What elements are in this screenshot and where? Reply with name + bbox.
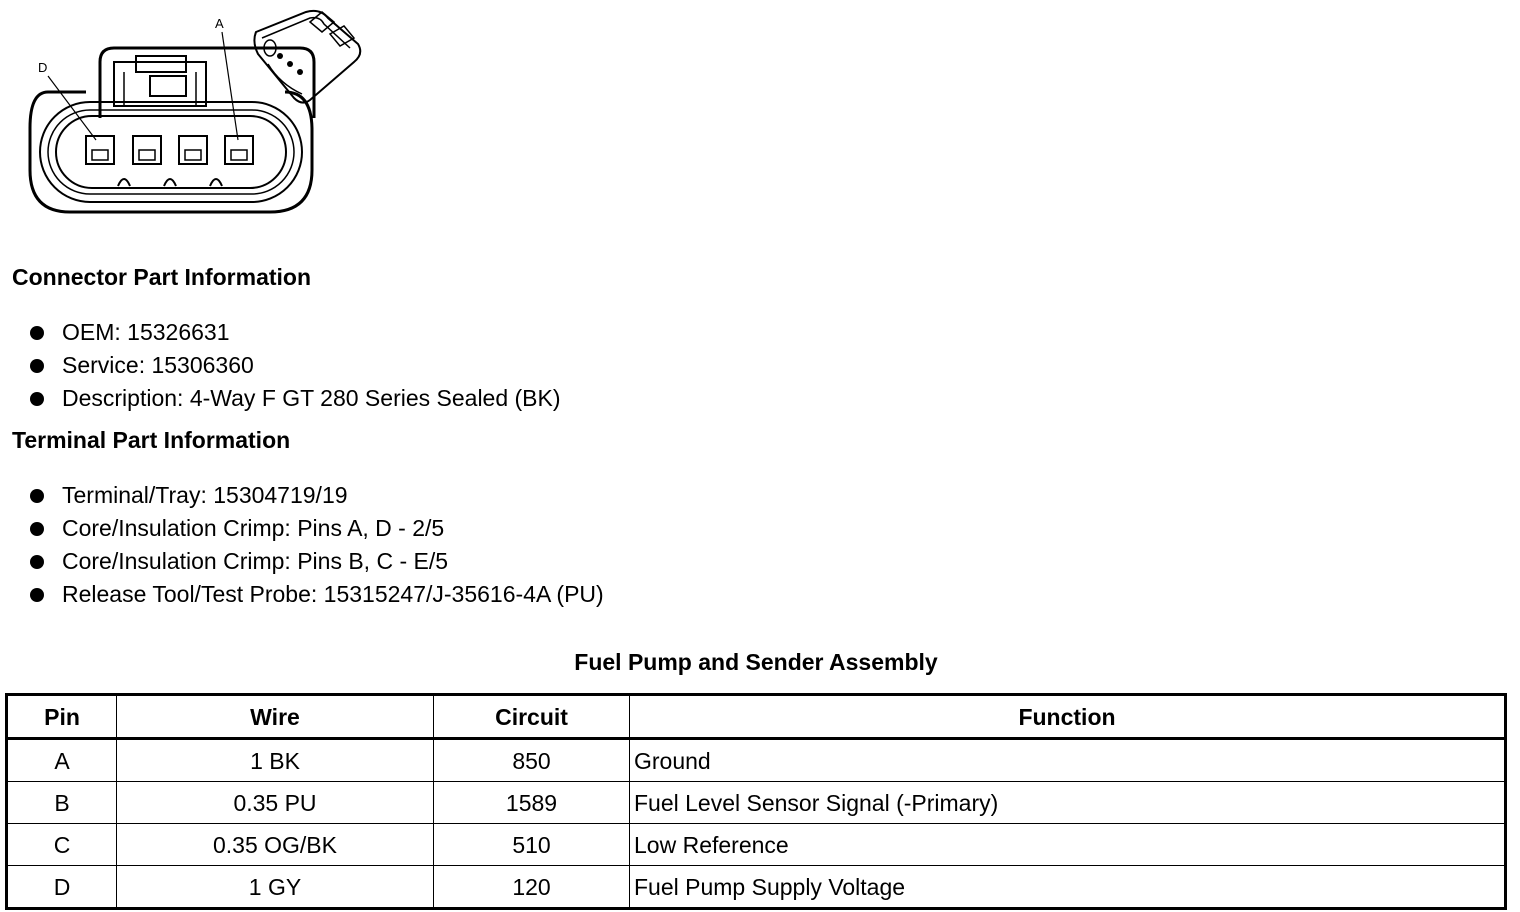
terminal-part-info-list — [28, 479, 604, 611]
cell-pin: D — [7, 866, 117, 909]
terminal-item-crimp-ad: Core/Insulation Crimp: Pins A, D - 2/5 — [62, 515, 445, 541]
cell-circuit: 1589 — [434, 782, 630, 824]
connector-face-illustration — [0, 0, 380, 230]
cell-wire: 1 GY — [117, 866, 434, 909]
connector-item-service: Service: 15306360 — [62, 352, 254, 378]
cell-function: Fuel Level Sensor Signal (-Primary) — [630, 782, 1506, 824]
cell-circuit: 510 — [434, 824, 630, 866]
bullet-icon — [30, 326, 44, 340]
header-wire: Wire — [117, 695, 434, 739]
bullet-icon — [30, 489, 44, 503]
list-item — [28, 578, 604, 611]
cell-function: Ground — [630, 739, 1506, 782]
table-header-row — [7, 695, 1506, 739]
pin-label-a: A — [215, 16, 224, 31]
list-item — [28, 316, 561, 349]
cell-wire: 1 BK — [117, 739, 434, 782]
bullet-icon — [30, 392, 44, 406]
table-title: Fuel Pump and Sender Assembly — [574, 649, 938, 675]
bullet-icon — [30, 588, 44, 602]
cell-circuit: 850 — [434, 739, 630, 782]
header-function: Function — [630, 695, 1506, 739]
terminal-part-info-heading: Terminal Part Information — [12, 427, 291, 453]
connector-item-oem: OEM: 15326631 — [62, 319, 230, 345]
connector-3d-view — [254, 11, 360, 103]
cell-function: Fuel Pump Supply Voltage — [630, 866, 1506, 909]
header-circuit: Circuit — [434, 695, 630, 739]
cell-circuit: 120 — [434, 866, 630, 909]
cavity-c — [133, 136, 161, 164]
table-row — [7, 739, 1506, 782]
list-item — [28, 512, 604, 545]
header-pin: Pin — [7, 695, 117, 739]
cell-function: Low Reference — [630, 824, 1506, 866]
list-item — [28, 545, 604, 578]
bullet-icon — [30, 555, 44, 569]
cell-pin: C — [7, 824, 117, 866]
list-item — [28, 479, 604, 512]
table-row — [7, 824, 1506, 866]
cavity-b — [179, 136, 207, 164]
terminal-item-crimp-bc: Core/Insulation Crimp: Pins B, C - E/5 — [62, 548, 449, 574]
pinout-table — [5, 693, 1507, 910]
cell-pin: B — [7, 782, 117, 824]
list-item — [28, 382, 561, 415]
bullet-icon — [30, 522, 44, 536]
connector-item-description: Description: 4-Way F GT 280 Series Sealed (BK) — [62, 385, 561, 411]
connector-part-info-list — [28, 316, 561, 415]
terminal-item-release-tool: Release Tool/Test Probe: 15315247/J-35616-4A (PU) — [62, 581, 604, 607]
cell-wire: 0.35 OG/BK — [117, 824, 434, 866]
connector-diagram — [0, 0, 380, 230]
cavity-a — [225, 136, 253, 164]
bullet-icon — [30, 359, 44, 373]
cell-wire: 0.35 PU — [117, 782, 434, 824]
terminal-item-tray: Terminal/Tray: 15304719/19 — [62, 482, 348, 508]
cell-pin: A — [7, 739, 117, 782]
table-row — [7, 866, 1506, 909]
table-row — [7, 782, 1506, 824]
cavity-d — [86, 136, 114, 164]
connector-part-info-heading: Connector Part Information — [12, 264, 312, 290]
list-item — [28, 349, 561, 382]
pin-label-d: D — [38, 60, 48, 75]
